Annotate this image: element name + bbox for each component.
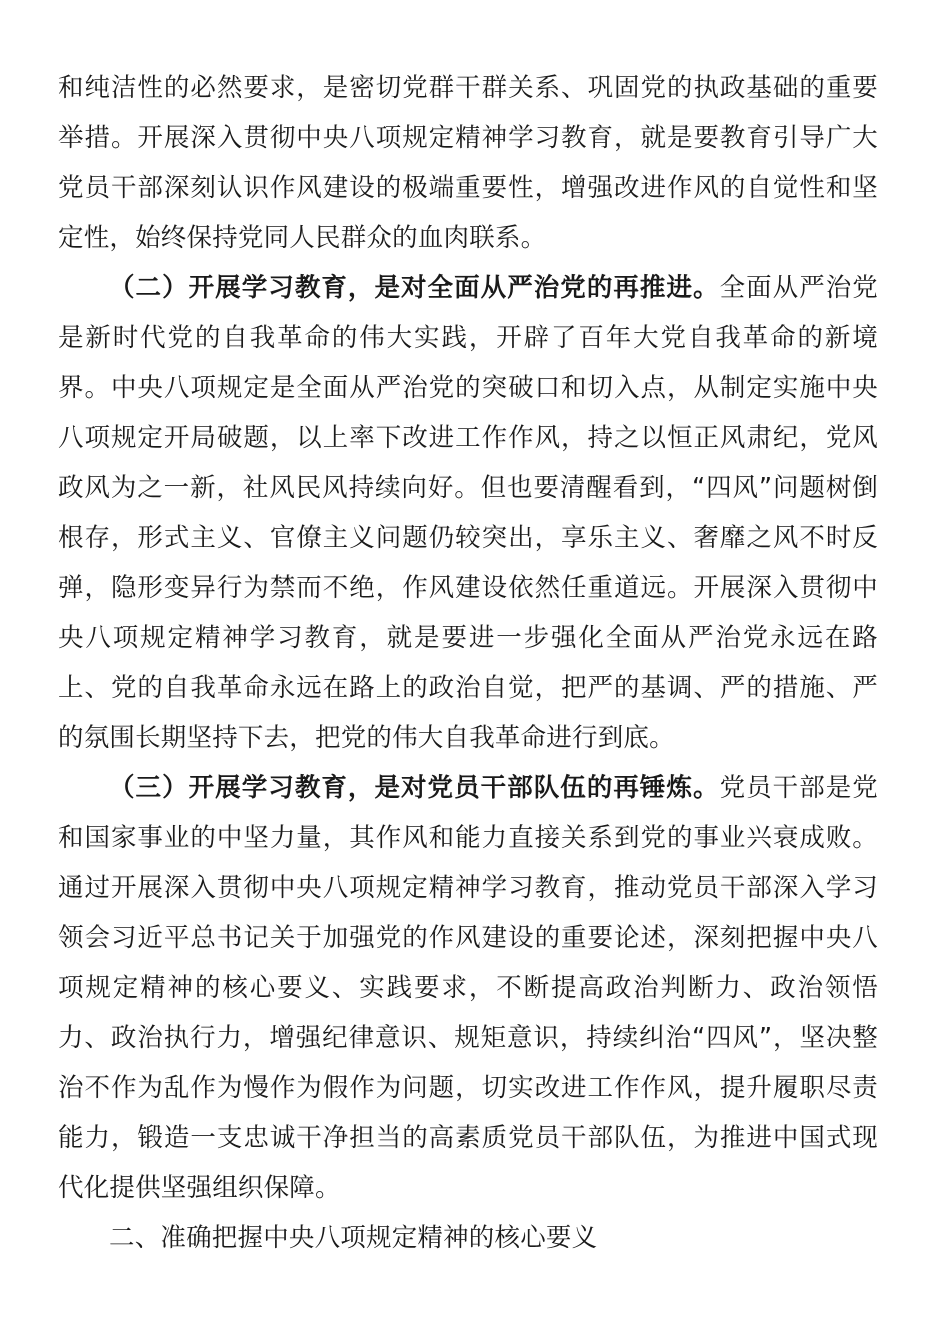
paragraph-3: [58, 763, 878, 1213]
paragraph-1-text: 和纯洁性的必然要求，是密切党群干群关系、巩固党的执政基础的重要举措。开展深入贯彻中央八项规定精神学习教育，就是要教育引导广大党员干部深刻认识作风建设的极端重要性，增强改进作风的自觉性和坚定性，始终保持党同人民群众的血肉联系。: [58, 73, 878, 253]
paragraph-3-lead: （三）开展学习教育，是对党员干部队伍的再锤炼。: [109, 773, 720, 803]
section-heading-2-text: 二、准确把握中央八项规定精神的核心要义: [109, 1223, 598, 1253]
document-page: [58, 63, 878, 1263]
paragraph-3-text: 党员干部是党和国家事业的中坚力量，其作风和能力直接关系到党的事业兴衰成败。通过开展深入贯彻中央八项规定精神学习教育，推动党员干部深入学习领会习近平总书记关于加强党的作风建设的重要论述，深刻把握中央八项规定精神的核心要义、实践要求，不断提高政治判断力、政治领悟力、政治执行力，增强纪律意识、规矩意识，持续纠治“四风”，坚决整治不作为乱作为慢作为假作为问题，切实改进工作作风，提升履职尽责能力，锻造一支忠诚干净担当的高素质党员干部队伍，为推进中国式现代化提供坚强组织保障。: [58, 773, 878, 1203]
paragraph-2: [58, 263, 878, 763]
section-heading-2: [58, 1213, 878, 1263]
paragraph-2-text: 全面从严治党是新时代党的自我革命的伟大实践，开辟了百年大党自我革命的新境界。中央八项规定是全面从严治党的突破口和切入点，从制定实施中央八项规定开局破题，以上率下改进工作作风，持之以恒正风肃纪，党风政风为之一新，社风民风持续向好。但也要清醒看到，“四风”问题树倒根存，形式主义、官僚主义问题仍较突出，享乐主义、奢靡之风不时反弹，隐形变异行为禁而不绝，作风建设依然任重道远。开展深入贯彻中央八项规定精神学习教育，就是要进一步强化全面从严治党永远在路上、党的自我革命永远在路上的政治自觉，把严的基调、严的措施、严的氛围长期坚持下去，把党的伟大自我革命进行到底。: [58, 273, 878, 753]
paragraph-2-lead: （二）开展学习教育，是对全面从严治党的再推进。: [109, 273, 720, 303]
paragraph-1: [58, 63, 878, 263]
